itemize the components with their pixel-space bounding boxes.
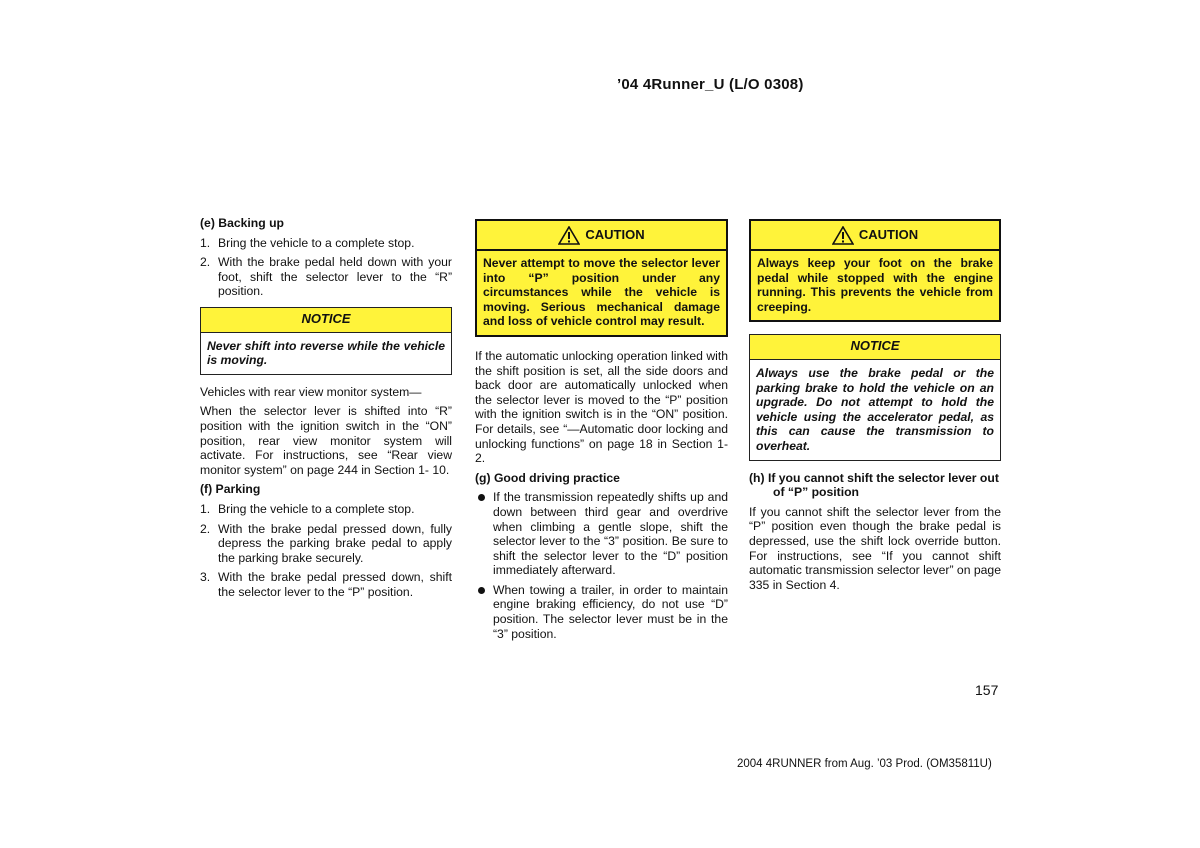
document-footer: 2004 4RUNNER from Aug. ’03 Prod. (OM35811U) [737,758,992,770]
unlock-text: If the automatic unlocking operation linked with the shift position is set, all the side doors and back door are automatically unlocked when the selector lever is moved to the “P” position with the ignition switch is in the “ON” position. For details, see “—Automatic door locking and unlocking functions” on page 18 in Section 1- 2. [475,348,728,466]
caution-title: CAUTION [585,227,645,243]
list-item: 2. With the brake pedal held down with your foot, shift the selector lever to the “R” position. [200,255,452,299]
monitor-text: When the selector lever is shifted into “R” position with the ignition switch in the “ON” position, rear view monitor system will activate. For instructions, see “Rear view monitor system” on page 244 in Section 1- 10. [200,404,452,477]
list-item: If the transmission repeatedly shifts up and down between third gear and overdrive when climbing a gentle slope, shift the selector lever to the “3” position. Be sure to shift the selector lever to the “D” position immediately afterward. [475,490,728,578]
notice-title: NOTICE [750,335,1000,360]
caution-box-park [475,219,728,337]
caution-box-creeping [749,219,1001,322]
notice-box-upgrade [749,334,1001,460]
section-heading-parking: (f) Parking [200,482,261,497]
warning-triangle-icon [832,226,854,245]
section-heading-backing-up: (e) Backing up [200,216,284,230]
document-header: ’04 4Runner_U (L/O 0308) [617,76,804,93]
notice-body: Always use the brake pedal or the parking brake to hold the vehicle on an upgrade. Do not attempt to hold the vehicle using the accelerator pedal, as this can cause the transmission to overheat. [756,365,994,453]
list-item: 2. With the brake pedal pressed down, fully depress the parking brake pedal to apply the parking brake securely. [200,521,452,565]
backing-steps [200,236,452,299]
notice-title: NOTICE [201,308,451,333]
page-number: 157 [975,682,999,698]
parking-steps [200,502,452,600]
notice-box-reverse [200,307,452,375]
column-middle [475,216,728,646]
list-item: 3. With the brake pedal pressed down, shift the selector lever to the “P” position. [200,570,452,599]
cannot-shift-text: If you cannot shift the selector lever from the “P” position even though the brake pedal is depressed, use the shift lock override button. For instructions, see “If you cannot shift automatic transmission selector lever” on page 335 in Section 4. [749,504,1001,592]
monitor-intro: Vehicles with rear view monitor system— [200,384,422,399]
warning-triangle-icon [558,226,580,245]
driving-tips [475,490,728,641]
column-right [749,216,1001,597]
notice-body: Never shift into reverse while the vehicle is moving. [207,338,445,368]
section-heading-cannot-shift: (h) If you cannot shift the selector lever out of “P” position [749,470,999,500]
caution-title: CAUTION [858,227,919,243]
caution-body: Always keep your foot on the brake pedal while stopped with the engine running. This prevents the vehicle from creeping. [757,256,993,314]
column-left [200,216,452,604]
section-heading-good-driving: (g) Good driving practice [475,470,620,485]
list-item: When towing a trailer, in order to maintain engine braking efficiency, do not use “D” position. The selector lever must be in the “3” position. [475,583,728,641]
list-item: 1. Bring the vehicle to a complete stop. [200,501,415,516]
list-item: 1. Bring the vehicle to a complete stop. [200,235,415,250]
caution-body: Never attempt to move the selector lever into “P” position under any circumstances while the vehicle is moving. Serious mechanical damage and loss of vehicle control may result. [483,256,720,329]
bullet-icon [478,494,485,501]
bullet-icon [478,587,485,594]
